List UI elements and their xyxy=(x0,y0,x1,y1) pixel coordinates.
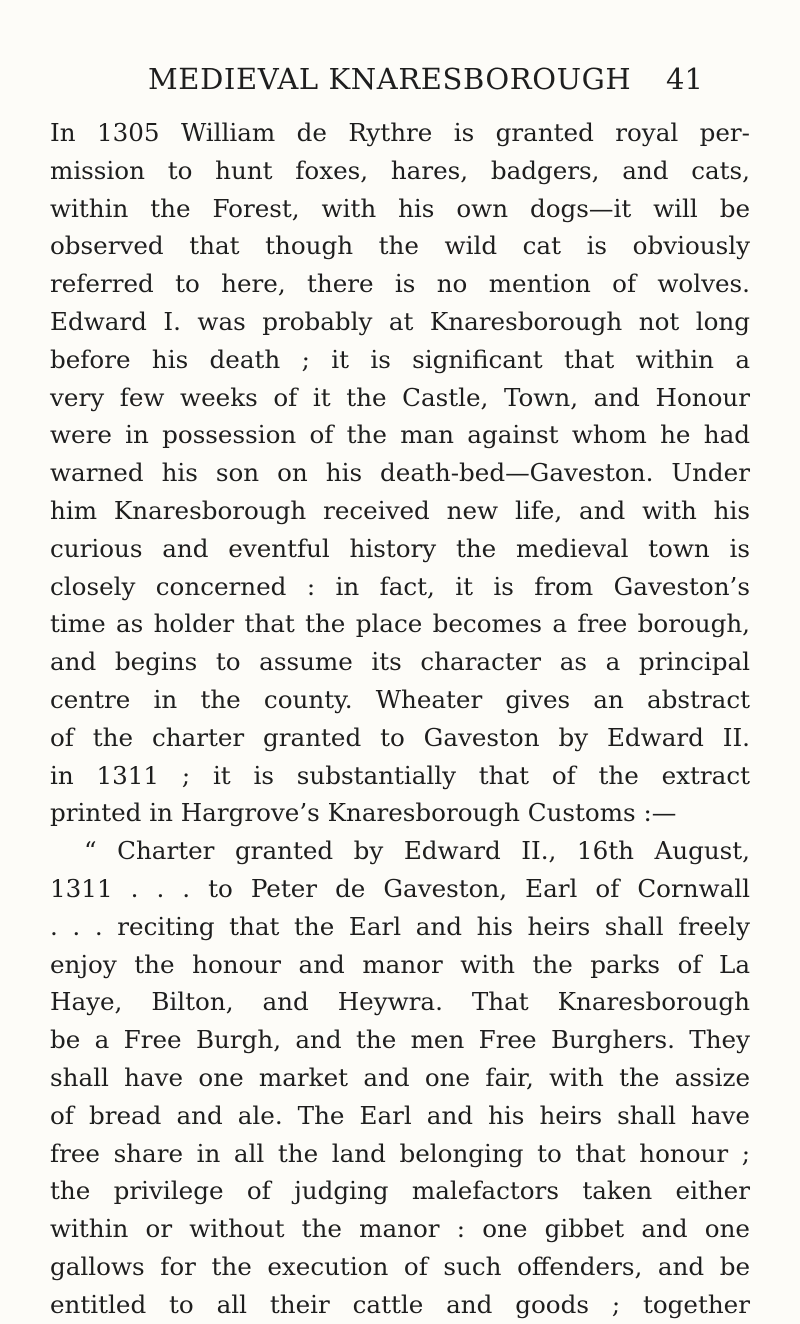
text-line: referred to here, there is no mention of wolves. xyxy=(50,269,750,299)
text-line: gallows for the execution of such offenders, and be xyxy=(50,1251,750,1281)
running-title: MEDIEVAL KNARESBOROUGH xyxy=(148,62,632,96)
text-line: Edward I. was probably at Knaresborough not long xyxy=(50,306,750,336)
quote-first-line: “ Charter granted by Edward II., 16th August, xyxy=(84,836,750,866)
text-line: the privilege of judging malefactors taken either xyxy=(50,1176,750,1206)
text-line: shall have one market and one fair, with the assize xyxy=(50,1062,750,1092)
text-line: printed in Hargrove’s Knaresborough Customs :— xyxy=(50,798,677,828)
running-head xyxy=(0,62,800,102)
page-number: 41 xyxy=(666,62,703,96)
text-line: centre in the county. Wheater gives an abstract xyxy=(50,684,750,714)
text-line: warned his son on his death-bed—Gaveston. Under xyxy=(50,458,750,488)
text-line: and begins to assume its character as a principal xyxy=(50,647,750,677)
text-line: free share in all the land belonging to that honour ; xyxy=(50,1138,750,1168)
text-line: very few weeks of it the Castle, Town, and Honour xyxy=(50,382,750,412)
text-line: of bread and ale. The Earl and his heirs shall have xyxy=(50,1100,750,1130)
text-line: . . . reciting that the Earl and his heirs shall freely xyxy=(50,911,750,941)
text-line: enjoy the honour and manor with the parks of La xyxy=(50,949,750,979)
text-line: before his death ; it is significant that within a xyxy=(50,344,750,374)
text-line: curious and eventful history the medieval town is xyxy=(50,533,750,563)
text-line: closely concerned : in fact, it is from Gaveston’s xyxy=(50,571,750,601)
text-line: observed that though the wild cat is obviously xyxy=(50,231,750,261)
text-line: within or without the manor : one gibbet and one xyxy=(50,1214,750,1244)
text-line: Haye, Bilton, and Heywra. That Knaresborough xyxy=(50,987,750,1017)
body-text xyxy=(50,114,750,1324)
text-line: be a Free Burgh, and the men Free Burghers. They xyxy=(50,1025,750,1055)
text-line: in 1311 ; it is substantially that of the extract xyxy=(50,760,750,790)
text-line: entitled to all their cattle and goods ; together xyxy=(50,1289,750,1319)
text-line: of the charter granted to Gaveston by Edward II. xyxy=(50,722,750,752)
text-line: mission to hunt foxes, hares, badgers, and cats, xyxy=(50,155,750,185)
text-line: him Knaresborough received new life, and with his xyxy=(50,495,750,525)
text-line: within the Forest, with his own dogs—it will be xyxy=(50,193,750,223)
text-line: were in possession of the man against whom he had xyxy=(50,420,750,450)
text-line: In 1305 William de Rythre is granted royal per- xyxy=(50,118,750,147)
text-line: time as holder that the place becomes a free borough, xyxy=(50,609,750,639)
text-line: 1311 . . . to Peter de Gaveston, Earl of Cornwall xyxy=(50,873,750,903)
